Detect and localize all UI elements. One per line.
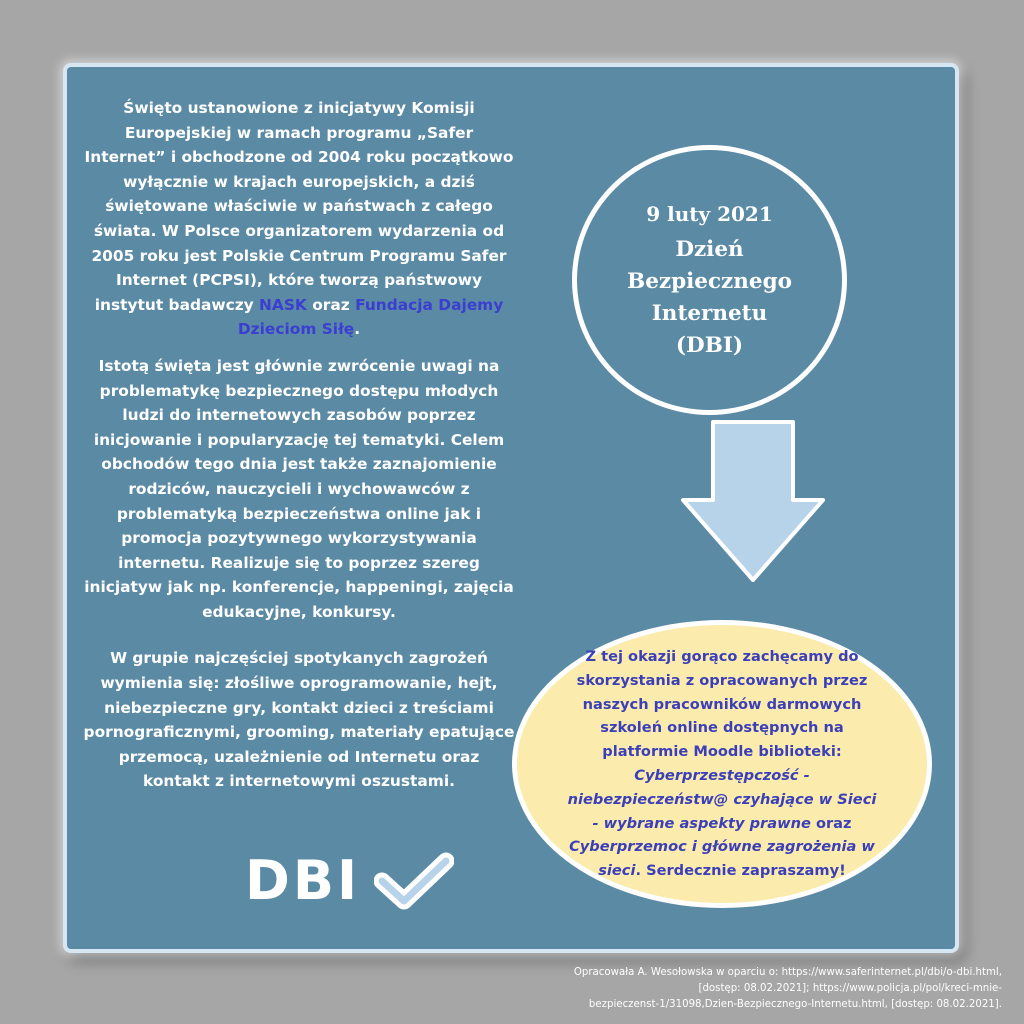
period: . (354, 320, 361, 339)
paragraph-purpose: Istotą święta jest głównie zwrócenie uwagi na problematykę bezpiecznego dostępu młodych ludzi do internetowych zasobów poprzez inicjowanie i popularyzację tej tematyki. Celem obchodów tego dnia jest także zaznajomienie rodziców, nauczycieli i wychowawców z problematyką bezpieczeństwa online jak i promocja pozytywnego wykorzystywania internetu. Realizuje się to poprzez szereg inicjatyw jak np. konferencje, happeningi, zajęcia edukacyjne, konkursy. (84, 356, 514, 621)
event-title-line2: Bezpiecznego (627, 269, 792, 294)
date-circle (572, 145, 847, 415)
paragraph-history-text: Święto ustanowione z inicjatywy Komisji Europejskiej w ramach programu „Safer Internet” i obchodzone od 2004 roku początkowo wyłącznie w krajach europejskich, a dziś świętowane właściwie w państwach z całego świata. W Polsce organizatorem wydarzenia od 2005 roku jest Polskie Centrum Programu Safer Internet (PCPSI), które tworzą państwowy instytut badawczy (84, 99, 514, 314)
footer-line1: Opracowała A. Wesołowska w oparciu o: https://www.saferinternet.pl/dbi/o-dbi.html, (573, 967, 1002, 978)
logo-text: DBI (245, 849, 361, 912)
course-cyberprzestepczosc[interactable]: Cyberprzestępczość - niebezpieczeństw@ czyhające w Sieci - wybrane aspekty prawne (567, 767, 877, 832)
link-fundacja[interactable]: Fundacja Dajemy Dzieciom Siłę (237, 295, 504, 339)
training-info-text (564, 645, 880, 883)
footer-line3: bezpieczenst-1/31098,Dzien-Bezpiecznego-Internetu.html, [dostęp: 08.02.2021]. (588, 999, 1002, 1010)
event-title-line3: Internetu (651, 301, 768, 326)
connector-text: oraz (306, 295, 356, 314)
event-title-line4: (DBI) (675, 333, 744, 358)
checkmark-icon (374, 851, 454, 911)
source-footer (482, 965, 1002, 1013)
link-nask[interactable]: NASK (259, 295, 307, 314)
footer-line2: [dostęp: 08.02.2021]; https://www.policja.pl/pol/kreci-mnie- (698, 983, 1002, 994)
training-intro: Z tej okazji gorąco zachęcamy do skorzystania z opracowanych przez naszych pracowników darmowych szkoleń online dostępnych na platformie Moodle biblioteki: (576, 648, 868, 761)
description-column (83, 96, 515, 794)
paragraph-history (83, 96, 515, 342)
down-arrow-icon (677, 418, 829, 586)
event-date: 9 luty 2021 (646, 202, 773, 226)
training-info-ellipse (512, 620, 932, 908)
course-cyberprzemoc[interactable]: Cyberprzemoc i główne zagrożenia w sieci (569, 838, 875, 880)
event-title-line1: Dzień (675, 237, 744, 262)
dbi-logo (245, 846, 454, 916)
paragraph-threats: W grupie najczęściej spotykanych zagrożeń wymienia się: złośliwe oprogramowanie, hejt, niebezpieczne gry, kontakt dzieci z treściami pornograficznymi, grooming, materiały epatujące przemocą, uzależnienie od Internetu oraz kontakt z internetowymi oszustami. (83, 649, 515, 791)
training-outro: . Serdecznie zapraszamy! (635, 862, 846, 880)
training-connector: oraz (810, 814, 852, 832)
